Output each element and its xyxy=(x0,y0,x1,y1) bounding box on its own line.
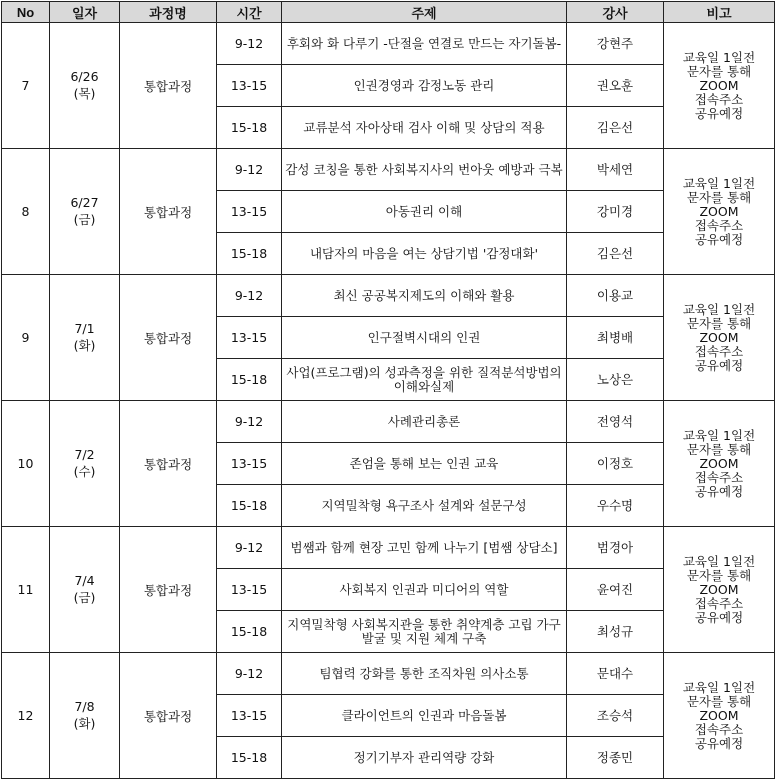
note-line: 접속주소 xyxy=(694,91,744,107)
session-time: 15-18 xyxy=(217,737,282,779)
note-line: ZOOM xyxy=(699,707,739,723)
note-line: 교육일 1일전 xyxy=(682,427,756,443)
note-line: 접속주소 xyxy=(694,343,744,359)
header-note: 비고 xyxy=(664,2,775,23)
note-line: 접속주소 xyxy=(694,595,744,611)
note-line: 문자를 통해 xyxy=(686,693,752,709)
session-time: 13-15 xyxy=(217,65,282,107)
note-line: 교육일 1일전 xyxy=(682,175,756,191)
session-topic: 내담자의 마음을 여는 상담기법 '감정대화' xyxy=(282,233,567,275)
session-time: 15-18 xyxy=(217,359,282,401)
course-name: 통합과정 xyxy=(120,653,217,779)
schedule-table xyxy=(1,1,775,779)
day-date xyxy=(50,149,120,275)
session-time: 13-15 xyxy=(217,443,282,485)
course-name: 통합과정 xyxy=(120,275,217,401)
session-topic: 범쌤과 함께 현장 고민 함께 나누기 [범쌤 상담소] xyxy=(282,527,567,569)
session-topic: 교류분석 자아상태 검사 이해 및 상담의 적용 xyxy=(282,107,567,149)
session-instructor: 범경아 xyxy=(567,527,664,569)
session-topic: 사례관리총론 xyxy=(282,401,567,443)
session-instructor: 전영석 xyxy=(567,401,664,443)
day-date xyxy=(50,275,120,401)
day-number: 9 xyxy=(2,275,50,401)
session-instructor: 최병배 xyxy=(567,317,664,359)
header-instructor: 강사 xyxy=(567,2,664,23)
note-line: 접속주소 xyxy=(694,217,744,233)
session-time: 15-18 xyxy=(217,611,282,653)
weekday-text: (수) xyxy=(73,464,96,479)
note-line: 접속주소 xyxy=(694,469,744,485)
note-line: ZOOM xyxy=(699,329,739,345)
note-line: ZOOM xyxy=(699,455,739,471)
session-topic: 아동권리 이해 xyxy=(282,191,567,233)
session-topic: 팀협력 강화를 통한 조직차원 의사소통 xyxy=(282,653,567,695)
note-line: 공유예정 xyxy=(694,231,744,247)
session-instructor: 이정호 xyxy=(567,443,664,485)
session-instructor: 윤여진 xyxy=(567,569,664,611)
session-instructor: 최성규 xyxy=(567,611,664,653)
note-line: 교육일 1일전 xyxy=(682,679,756,695)
table-row xyxy=(2,23,775,65)
note-line: 공유예정 xyxy=(694,735,744,751)
session-instructor: 강미경 xyxy=(567,191,664,233)
session-instructor: 김은선 xyxy=(567,107,664,149)
session-time: 13-15 xyxy=(217,191,282,233)
note-line: 문자를 통해 xyxy=(686,441,752,457)
course-name: 통합과정 xyxy=(120,149,217,275)
weekday-text: (목) xyxy=(73,86,96,101)
day-number: 7 xyxy=(2,23,50,149)
session-instructor: 이용교 xyxy=(567,275,664,317)
session-topic: 존엄을 통해 보는 인권 교육 xyxy=(282,443,567,485)
table-row xyxy=(2,275,775,317)
note-line: 교육일 1일전 xyxy=(682,49,756,65)
header-no: No xyxy=(2,2,50,23)
weekday-text: (금) xyxy=(73,590,96,605)
session-instructor: 김은선 xyxy=(567,233,664,275)
course-name: 통합과정 xyxy=(120,527,217,653)
session-topic: 사회복지 인권과 미디어의 역할 xyxy=(282,569,567,611)
session-time: 9-12 xyxy=(217,401,282,443)
course-name: 통합과정 xyxy=(120,401,217,527)
note-line: 공유예정 xyxy=(694,105,744,121)
session-instructor: 노상은 xyxy=(567,359,664,401)
note-line: 문자를 통해 xyxy=(686,63,752,79)
session-instructor: 권오훈 xyxy=(567,65,664,107)
weekday-text: (화) xyxy=(73,716,96,731)
note-line: 교육일 1일전 xyxy=(682,301,756,317)
note-line: 문자를 통해 xyxy=(686,189,752,205)
day-number: 11 xyxy=(2,527,50,653)
note-cell xyxy=(664,401,775,527)
session-time: 13-15 xyxy=(217,695,282,737)
day-date xyxy=(50,23,120,149)
header-row xyxy=(2,2,775,23)
note-line: 문자를 통해 xyxy=(686,315,752,331)
header-course: 과정명 xyxy=(120,2,217,23)
header-topic: 주제 xyxy=(282,2,567,23)
note-cell xyxy=(664,527,775,653)
date-text: 7/2 xyxy=(74,447,95,462)
session-instructor: 정종민 xyxy=(567,737,664,779)
note-cell xyxy=(664,149,775,275)
table-row xyxy=(2,527,775,569)
session-instructor: 우수명 xyxy=(567,485,664,527)
session-topic: 최신 공공복지제도의 이해와 활용 xyxy=(282,275,567,317)
note-cell xyxy=(664,23,775,149)
date-text: 7/4 xyxy=(74,573,95,588)
session-topic: 후회와 화 다루기 -단절을 연결로 만드는 자기돌봄- xyxy=(282,23,567,65)
day-date xyxy=(50,653,120,779)
session-instructor: 문대수 xyxy=(567,653,664,695)
session-time: 13-15 xyxy=(217,317,282,359)
note-line: ZOOM xyxy=(699,77,739,93)
session-topic: 인권경영과 감정노동 관리 xyxy=(282,65,567,107)
session-time: 9-12 xyxy=(217,23,282,65)
day-number: 8 xyxy=(2,149,50,275)
note-line: 교육일 1일전 xyxy=(682,553,756,569)
session-topic: 지역밀착형 사회복지관을 통한 취약계층 고립 가구 발굴 및 지원 체계 구축 xyxy=(282,611,567,653)
session-topic: 사업(프로그램)의 성과측정을 위한 질적분석방법의이해와실제 xyxy=(282,359,567,401)
note-line: 접속주소 xyxy=(694,721,744,737)
header-time: 시간 xyxy=(217,2,282,23)
session-time: 15-18 xyxy=(217,107,282,149)
session-topic: 인구절벽시대의 인권 xyxy=(282,317,567,359)
day-date xyxy=(50,401,120,527)
note-line: 공유예정 xyxy=(694,357,744,373)
date-text: 7/8 xyxy=(74,699,95,714)
course-name: 통합과정 xyxy=(120,23,217,149)
session-topic: 감성 코칭을 통한 사회복지사의 번아웃 예방과 극복 xyxy=(282,149,567,191)
session-time: 9-12 xyxy=(217,275,282,317)
table-row xyxy=(2,149,775,191)
session-time: 13-15 xyxy=(217,569,282,611)
session-instructor: 박세연 xyxy=(567,149,664,191)
day-date xyxy=(50,527,120,653)
note-line: 공유예정 xyxy=(694,483,744,499)
session-instructor: 강현주 xyxy=(567,23,664,65)
date-text: 6/26 xyxy=(70,69,99,84)
session-time: 15-18 xyxy=(217,485,282,527)
session-time: 9-12 xyxy=(217,527,282,569)
header-date: 일자 xyxy=(50,2,120,23)
weekday-text: (화) xyxy=(73,338,96,353)
note-cell xyxy=(664,653,775,779)
session-time: 9-12 xyxy=(217,653,282,695)
date-text: 6/27 xyxy=(70,195,99,210)
schedule-body xyxy=(2,23,775,779)
date-text: 7/1 xyxy=(74,321,95,336)
session-topic: 지역밀착형 욕구조사 설계와 설문구성 xyxy=(282,485,567,527)
day-number: 10 xyxy=(2,401,50,527)
session-topic: 클라이언트의 인권과 마음돌봄 xyxy=(282,695,567,737)
note-line: ZOOM xyxy=(699,203,739,219)
session-time: 9-12 xyxy=(217,149,282,191)
note-line: 문자를 통해 xyxy=(686,567,752,583)
session-time: 15-18 xyxy=(217,233,282,275)
note-cell xyxy=(664,275,775,401)
note-line: 공유예정 xyxy=(694,609,744,625)
weekday-text: (금) xyxy=(73,212,96,227)
table-row xyxy=(2,401,775,443)
session-instructor: 조승석 xyxy=(567,695,664,737)
note-line: ZOOM xyxy=(699,581,739,597)
day-number: 12 xyxy=(2,653,50,779)
table-row xyxy=(2,653,775,695)
session-topic: 정기기부자 관리역량 강화 xyxy=(282,737,567,779)
